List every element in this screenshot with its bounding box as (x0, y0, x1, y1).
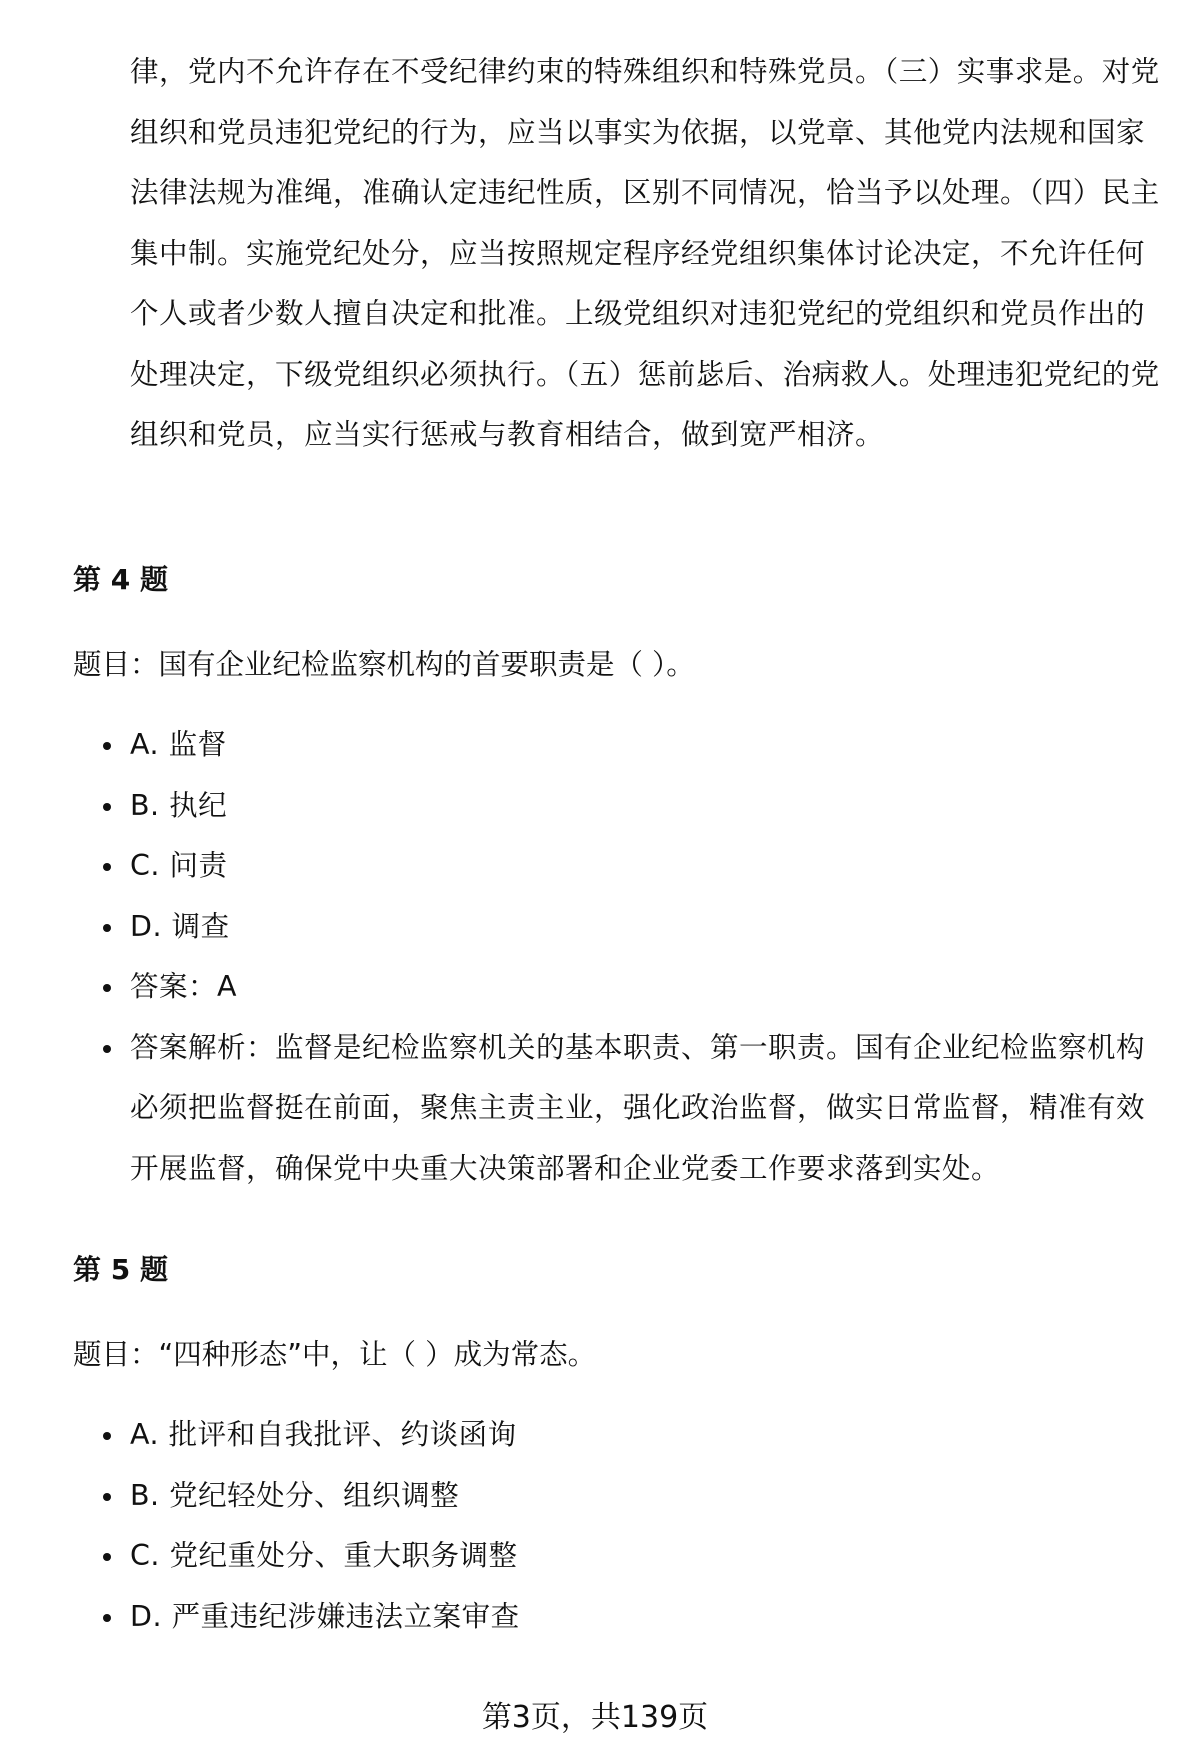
question-5-heading: 第 5 题 (73, 1253, 168, 1286)
bullet-icon (103, 742, 111, 750)
option-label: B. 执纪 (130, 788, 228, 822)
bullet-icon (103, 1614, 111, 1622)
answer-text: 答案：A (130, 970, 237, 1003)
option-item (0, 897, 1160, 958)
bullet-icon (103, 1493, 111, 1501)
option-label: B. 党纪轻处分、组织调整 (130, 1478, 460, 1512)
question-5-stem: 题目：“四种形态”中，让（ ）成为常态。 (73, 1338, 597, 1371)
option-item (0, 1526, 1160, 1587)
question-4-options (0, 715, 1160, 1199)
bullet-icon (103, 1045, 111, 1053)
option-item (0, 836, 1160, 897)
page-number-footer: 第3页，共139页 (481, 1700, 709, 1735)
option-label: D. 严重违纪涉嫌违法立案审查 (130, 1599, 520, 1633)
option-item (0, 1405, 1160, 1466)
bullet-icon (103, 984, 111, 992)
option-item (0, 776, 1160, 837)
analysis-text: 答案解析：监督是纪检监察机关的基本职责、第一职责。国有企业纪检监察机构必须把监督挺在前面，聚焦主责主业，强化政治监督，做实日常监督，精准有效开展监督，确保党中央重大决策部署和企业党委工作要求落到实处。 (130, 1030, 1146, 1185)
option-label: D. 调查 (130, 909, 230, 943)
bullet-icon (103, 924, 111, 932)
option-label: C. 问责 (130, 849, 228, 882)
bullet-icon (103, 803, 111, 811)
analysis-item (0, 1018, 1160, 1200)
option-label: A. 批评和自我批评、约谈函询 (130, 1418, 517, 1451)
bullet-icon (103, 1432, 111, 1440)
option-label: A. 监督 (130, 728, 227, 761)
question-4-heading: 第 4 题 (73, 563, 168, 596)
option-item (0, 1466, 1160, 1527)
bullet-icon (103, 863, 111, 871)
option-item (0, 1587, 1160, 1648)
option-item (0, 715, 1160, 776)
answer-item (0, 957, 1160, 1018)
question-4-stem: 题目：国有企业纪检监察机构的首要职责是（ ）。 (73, 648, 695, 681)
option-label: C. 党纪重处分、重大职务调整 (130, 1539, 518, 1572)
bullet-icon (103, 1553, 111, 1561)
previous-answer-continuation: 律，党内不允许存在不受纪律约束的特殊组织和特殊党员。（三）实事求是。对党组织和党员违犯党纪的行为，应当以事实为依据，以党章、其他党内法规和国家法律法规为准绳，准确认定违纪性质，区别不同情况，恰当予以处理。（四）民主集中制。实施党纪处分，应当按照规定程序经党组织集体讨论决定，不允许任何个人或者少数人擅自决定和批准。上级党组织对违犯党纪的党组织和党员作出的处理决定，下级党组织必须执行。（五）惩前毖后、治病救人。处理违犯党纪的党组织和党员，应当实行惩戒与教育相结合，做到宽严相济。 (130, 55, 1160, 451)
question-5-options (0, 1405, 1160, 1647)
